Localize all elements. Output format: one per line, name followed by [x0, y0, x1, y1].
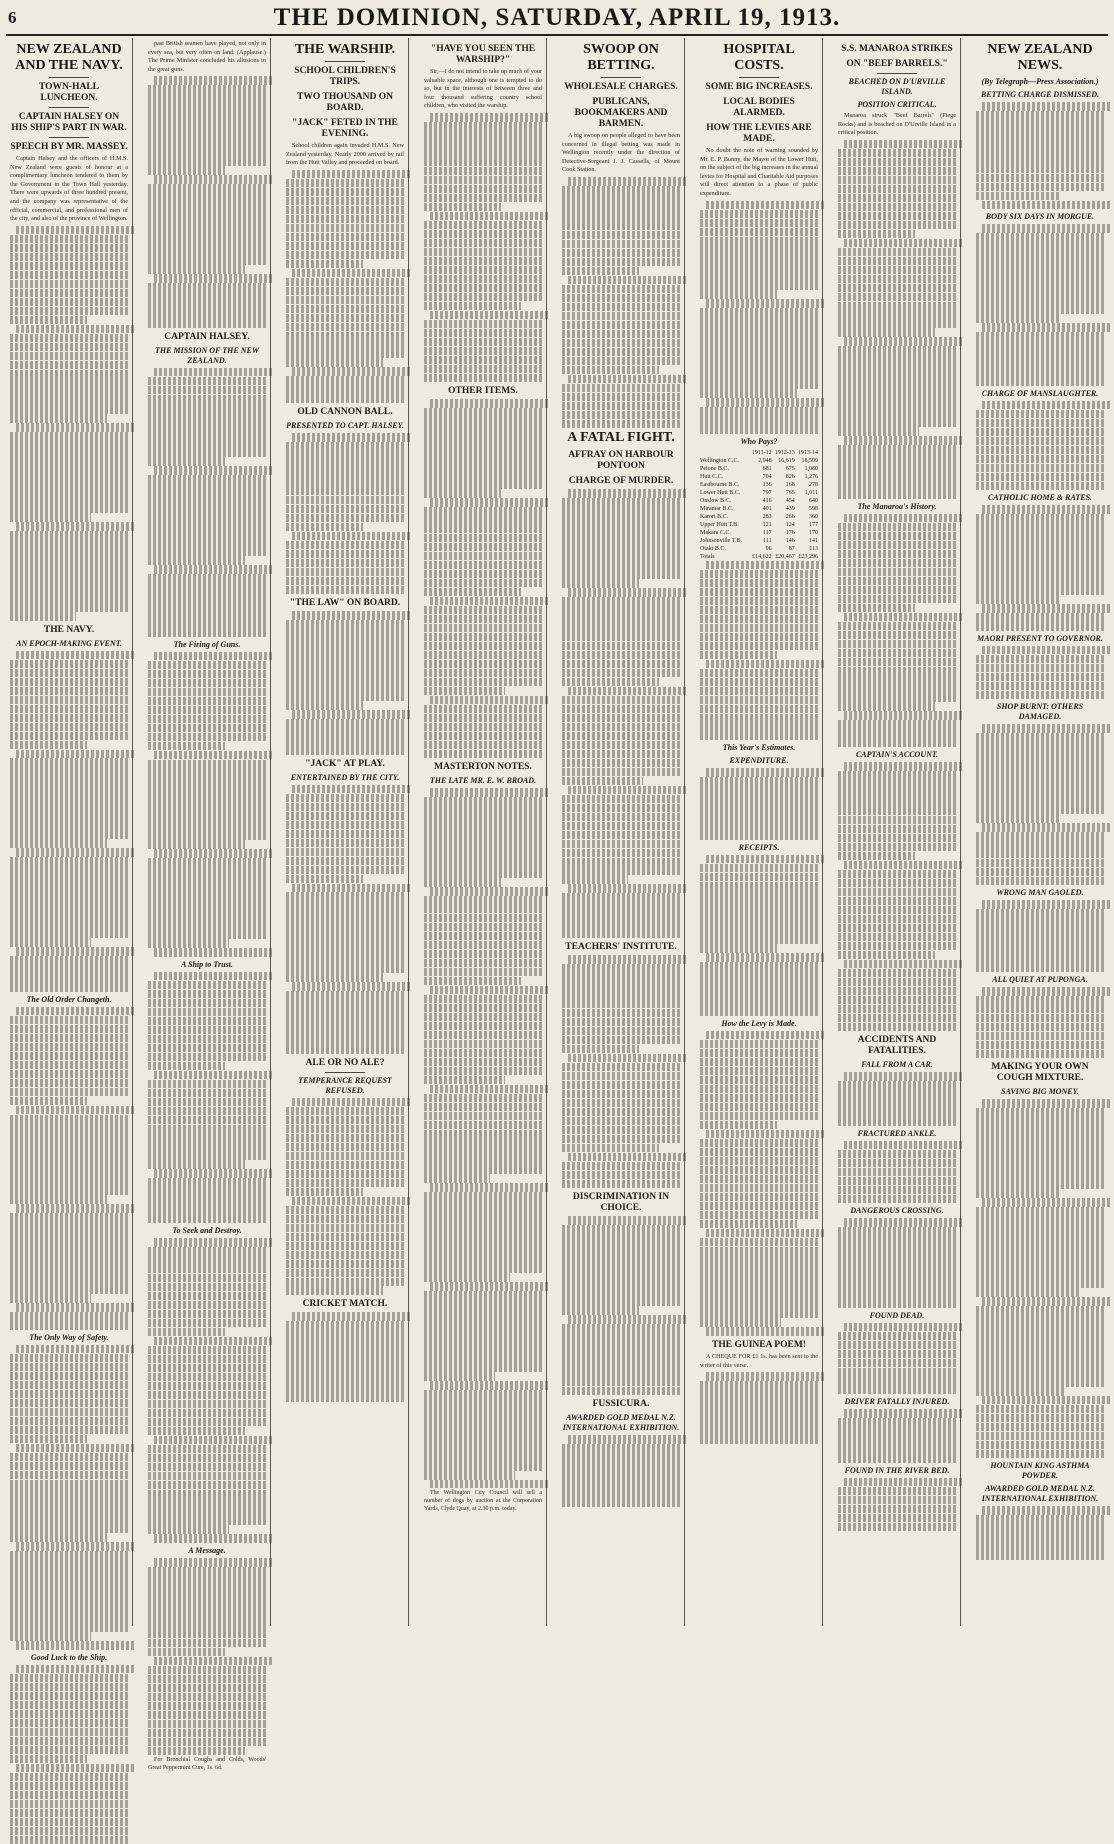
levies-cell: 765	[785, 489, 795, 496]
levies-cell: £20,467	[775, 553, 795, 560]
headline-cough-mixture: MAKING YOUR OWN COUGH MIXTURE.	[991, 1062, 1089, 1084]
subhead-receipts: RECEIPTS.	[738, 842, 780, 852]
subhead-masterton: MASTERTON NOTES.	[434, 762, 532, 773]
body-text-block	[10, 1345, 128, 1650]
levies-cell: Totals	[700, 553, 715, 560]
subhead-manslaughter: CHARGE OF MANSLAUGHTER.	[981, 388, 1099, 398]
subhead-luncheon: TOWN-HALL LUNCHEON.	[38, 82, 99, 103]
subhead-late-broad: THE LATE MR. E. W. BROAD.	[429, 776, 537, 786]
levies-row	[700, 481, 818, 489]
levies-cell: 168	[785, 481, 795, 488]
levies-cell: 675	[785, 465, 795, 472]
levies-cell: 96	[765, 545, 772, 552]
levies-cell: 170	[809, 529, 818, 536]
subhead-discrimination: DISCRIMINATION IN CHOICE.	[572, 1192, 670, 1214]
body-text-block	[424, 399, 542, 758]
levies-cell: 1,080	[804, 465, 818, 472]
levies-cell: 87	[788, 545, 795, 552]
body-text-block	[286, 1098, 404, 1295]
body-text-block	[10, 1007, 128, 1330]
subhead-asthma: HOUNTAIN KING ASTHMA POWDER.	[990, 1461, 1090, 1481]
subhead-shop-burnt: SHOP BURNT: OTHERS DAMAGED.	[996, 702, 1084, 722]
subhead-mission: THE MISSION OF THE NEW ZEALAND.	[155, 345, 259, 365]
levies-row	[700, 465, 818, 473]
page-number: 6	[8, 8, 17, 27]
body-text-block	[286, 433, 404, 594]
levies-cell: 1,011	[804, 489, 818, 496]
article-text: Sir,—I do not intend to take up much of your valuable space, although one is tempted to do so, but in the interests of between three and four thousand suffering country school children, who visited the warship.	[424, 68, 542, 110]
levies-row	[700, 497, 818, 505]
levies-header-cell: 1912-13	[774, 449, 795, 456]
subhead-catholic-home: CATHOLIC HOME & RATES.	[987, 493, 1093, 503]
body-text-block	[976, 900, 1104, 971]
subhead-cannon-ball: OLD CANNON BALL.	[297, 406, 393, 417]
body-text-block	[838, 1218, 956, 1307]
levies-row	[700, 537, 818, 545]
headline-betting: SWOOP ON BETTING.	[583, 42, 659, 73]
subhead-other-items: OTHER ITEMS.	[448, 386, 518, 397]
levies-row	[700, 553, 818, 561]
levies-cell: 177	[809, 521, 818, 528]
subhead-guinea-poem: THE GUINEA POEM!	[712, 1339, 806, 1350]
body-text-block	[976, 1099, 1104, 1458]
body-text-block	[838, 1072, 956, 1126]
headline-nz-news: NEW ZEALAND NEWS.	[987, 42, 1093, 73]
body-text-block	[10, 226, 128, 621]
subhead-betting-dismissed: BETTING CHARGE DISMISSED.	[980, 90, 1100, 99]
levies-cell: 113	[809, 545, 818, 552]
subhead-murder: CHARGE OF MURDER.	[568, 476, 674, 487]
subhead-publicans: PUBLICANS, BOOKMAKERS AND BARMEN.	[574, 97, 668, 129]
body-text-block	[286, 1312, 404, 1401]
levies-cell: 598	[809, 505, 818, 512]
column-6	[696, 38, 823, 1626]
body-text-block	[838, 140, 956, 499]
subhead-fussicura: FUSSICURA.	[592, 1399, 650, 1410]
levies-row	[700, 505, 818, 513]
subhead-law-on-board: "THE LAW" ON BOARD.	[289, 598, 401, 609]
subhead-captain-halsey: CAPTAIN HALSEY ON HIS SHIP'S PART IN WAR.	[11, 112, 127, 133]
levies-cell: Miramar B.C.	[700, 505, 734, 512]
subhead-beef-barrels: ON "BEEF BARRELS."	[846, 59, 948, 69]
body-text-block	[700, 1031, 818, 1336]
subhead-old-order: The Old Order Changeth.	[26, 994, 112, 1004]
levies-cell: 16,619	[778, 457, 795, 464]
subhead-levy-made: How the Levy is Made.	[721, 1018, 797, 1028]
subhead-position: POSITION CRITICAL.	[857, 100, 937, 109]
column-7	[834, 38, 961, 1626]
headline-manaroa: S.S. MANAROA STRIKES	[841, 44, 953, 54]
levies-row	[700, 513, 818, 521]
levies-cell: 121	[762, 521, 772, 528]
levies-cell: 283	[762, 513, 772, 520]
subhead-who-pays: Who Pays?	[740, 436, 778, 446]
levies-cell: 826	[785, 473, 795, 480]
levies-cell: 146	[785, 537, 795, 544]
levies-cell: Upper Hutt T.B.	[700, 521, 739, 528]
subhead-gold-medal-2: AWARDED GOLD MEDAL N.Z. INTERNATIONAL EXHIBITION.	[981, 1484, 1099, 1504]
body-text-block	[976, 224, 1104, 385]
body-text-block	[976, 724, 1104, 885]
article-text: A big swoop on people alleged to have been concerned in illegal betting was made in Wellington recently under the direction of Detective-Sergeant J. J. Cassells, of Mount Cook Station.	[562, 132, 680, 174]
subhead-firing: The Firing of Guns.	[173, 639, 241, 649]
subhead-estimates: This Year's Estimates.	[722, 743, 796, 753]
levies-cell: 2,948	[758, 457, 772, 464]
article-text: A CHEQUE FOR £1 1s. has been sent to the writer of this verse.	[700, 1352, 818, 1369]
subhead-accidents: ACCIDENTS AND FATALITIES.	[857, 1035, 937, 1057]
subhead-ship-to-trust: A Ship to Trust.	[181, 959, 233, 969]
subhead-expenditure: EXPENDITURE.	[729, 756, 789, 766]
levies-cell: £14,622	[752, 553, 772, 560]
levies-cell: Lower Hutt B.C.	[700, 489, 741, 496]
headline-warship: THE WARSHIP.	[294, 42, 396, 57]
subhead-gold-medal: AWARDED GOLD MEDAL N.Z. INTERNATIONAL EXHIBITION.	[562, 1413, 680, 1433]
column-8	[972, 38, 1108, 1626]
body-text-block	[286, 785, 404, 1054]
subhead-puponga: ALL QUIET AT PUPONGA.	[992, 974, 1088, 984]
levies-cell: 401	[762, 505, 772, 512]
subhead-beached: BEACHED ON D'URVILLE ISLAND.	[848, 77, 946, 96]
article-text: No doubt the note of warning sounded by Mr. E. P. Bunny, the Mayor of the Lower Hutt, on the subject of the big increases in the annual levies for Hospital and Charitable Aid purposes will direct attention to a phase of public expenditure.	[700, 147, 818, 197]
subhead-teachers: TEACHERS' INSTITUTE.	[565, 941, 677, 952]
headline-navy: NEW ZEALAND AND THE NAVY.	[15, 42, 123, 73]
article-text: School children again invaded H.M.S. New Zealand yesterday. Nearly 2000 arrived by rail from the Hutt Valley and proceeded on board.	[286, 142, 404, 167]
levies-cell: 797	[762, 489, 772, 496]
levies-cell: 124	[785, 521, 795, 528]
body-text-block	[838, 1141, 956, 1204]
levies-table	[700, 449, 818, 561]
body-text-block	[976, 102, 1104, 209]
levies-cell: Makara C.C.	[700, 529, 731, 536]
body-text-block	[976, 1506, 1104, 1560]
levies-cell: 1,276	[804, 473, 818, 480]
subhead-ankle: FRACTURED ANKLE.	[857, 1128, 937, 1138]
body-text-block	[838, 1478, 956, 1532]
subhead-the-navy: THE NAVY.	[43, 624, 95, 635]
body-text-block	[700, 201, 818, 434]
levies-cell: Karori B.C.	[700, 513, 729, 520]
subhead-temperance: TEMPERANCE REQUEST REFUSED.	[298, 1075, 392, 1095]
body-text-block	[148, 76, 266, 327]
notice-dog-auction: The Wellington City Council will sell a number of dogs by auction at the Corporation Yards, Clyde Quay, at 2.30 p.m. today.	[424, 1489, 542, 1512]
subhead-epoch: AN EPOCH-MAKING EVENT.	[16, 638, 122, 648]
levies-cell: Johnsonville T.B.	[700, 537, 742, 544]
levies-cell: £23,296	[798, 553, 818, 560]
column-1	[6, 38, 133, 1662]
levies-cell: 141	[809, 537, 818, 544]
subhead-jack-feted: "JACK" FETED IN THE EVENING.	[292, 118, 398, 139]
subhead-presented: PRESENTED TO CAPT. HALSEY.	[286, 420, 404, 430]
body-text-block	[562, 1216, 680, 1395]
levies-cell: Eastbourne B.C.	[700, 481, 740, 488]
body-text-block	[148, 368, 266, 637]
levies-cell: 454	[785, 497, 795, 504]
levies-cell: 18,509	[801, 457, 818, 464]
subhead-two-thousand: TWO THOUSAND ON BOARD.	[297, 92, 393, 113]
body-text-block	[148, 1558, 266, 1755]
column-5	[558, 38, 685, 1626]
subhead-captain-halsey-2: CAPTAIN HALSEY.	[164, 331, 250, 342]
subhead-maori-present: MAORI PRESENT TO GOVERNOR.	[977, 633, 1103, 643]
levies-cell: Petone B.C.	[700, 465, 729, 472]
body-text-block	[562, 489, 680, 938]
advert-peppermint: For Bronchial Coughs and Colds, Woods' Great Peppermint Cure, 1s. 6d.	[148, 1756, 266, 1771]
subhead-message: A Message.	[188, 1546, 226, 1556]
article-text: Captain Halsey and the officers of H.M.S. New Zealand were guests of honour at a complimentary luncheon tendered to them by the Government in the Town Hall yesterday. There were upwards of three hundred present, and the company was representative of the official, commercial, and professional men of the city, and also of the province of Wellington.	[10, 155, 128, 223]
levies-cell: 416	[762, 497, 772, 504]
levies-cell: Onslow B.C.	[700, 497, 732, 504]
press-credit: (By Telegraph—Press Association.)	[981, 77, 1099, 86]
levies-row	[700, 529, 818, 537]
body-text-block	[562, 955, 680, 1188]
subhead-speech: SPEECH BY MR. MASSEY.	[10, 142, 128, 152]
article-text: past British seamen have played, not only in every sea, but very often on land. (Applause.) The Prime Minister concluded his allusions to the great guns.	[148, 40, 266, 73]
body-text-block	[562, 1435, 680, 1506]
subhead-driver: DRIVER FATALLY INJURED.	[844, 1397, 950, 1407]
body-text-block	[838, 762, 956, 1031]
levies-cell: 176	[785, 529, 795, 536]
body-text-block	[424, 113, 542, 382]
body-text-block	[148, 1238, 266, 1543]
body-text-block	[976, 505, 1104, 630]
subhead-captains-account: CAPTAIN'S ACCOUNT.	[855, 749, 939, 759]
body-text-block	[838, 1409, 956, 1463]
column-3	[282, 38, 409, 1626]
subhead-crossing: DANGEROUS CROSSING.	[850, 1206, 944, 1216]
levies-row	[700, 521, 818, 529]
levies-cell: Hutt C.C.	[700, 473, 724, 480]
levies-row	[700, 473, 818, 481]
levies-cell: 136	[762, 481, 772, 488]
levies-row	[700, 457, 818, 465]
body-text-block	[10, 1665, 128, 1844]
levies-cell: Wellington C.C.	[700, 457, 740, 464]
body-text-block	[700, 561, 818, 740]
subhead-ale: ALE OR NO ALE?	[305, 1057, 385, 1068]
levies-header-cell: 1911-12	[751, 449, 772, 456]
subhead-river-bed: FOUND IN THE RIVER BED.	[844, 1465, 950, 1475]
column-4	[420, 38, 547, 1626]
body-text-block	[976, 987, 1104, 1058]
headline-fatal-fight: A FATAL FIGHT.	[567, 430, 675, 446]
columns	[6, 38, 1108, 1771]
levies-header-cell: 1913-14	[798, 449, 818, 456]
masthead	[6, 4, 1108, 36]
body-text-block	[700, 1372, 818, 1443]
levies-cell: 640	[809, 497, 818, 504]
subhead-entertained: ENTERTAINED BY THE CITY.	[290, 772, 400, 782]
body-text-block	[148, 652, 266, 957]
body-text-block	[838, 514, 956, 747]
subhead-levies: HOW THE LEVIES ARE MADE.	[706, 123, 812, 144]
levies-row	[700, 489, 818, 497]
body-text-block	[286, 611, 404, 754]
levies-cell: 704	[762, 473, 772, 480]
subhead-cricket: CRICKET MATCH.	[302, 1299, 388, 1310]
levies-header-cell	[700, 449, 749, 457]
body-text-block	[700, 768, 818, 839]
subhead-morgue: BODY SIX DAYS IN MORGUE.	[985, 212, 1095, 222]
body-text-block	[976, 646, 1104, 700]
levies-row	[700, 545, 818, 553]
subhead-increases: SOME BIG INCREASES.	[705, 82, 813, 92]
levies-cell: 360	[809, 513, 818, 520]
subhead-saving: SAVING BIG MONEY.	[1001, 1087, 1079, 1097]
headline-hospital: HOSPITAL COSTS.	[723, 42, 795, 73]
body-text-block	[700, 855, 818, 1016]
body-text-block	[10, 651, 128, 992]
levies-cell: 681	[762, 465, 772, 472]
body-text-block	[976, 401, 1104, 490]
levies-cell: 278	[809, 481, 818, 488]
levies-cell: 266	[785, 513, 795, 520]
column-2	[144, 38, 271, 1771]
subhead-good-luck: Good Luck to the Ship.	[30, 1652, 108, 1662]
subhead-alarmed: LOCAL BODIES ALARMED.	[723, 97, 795, 118]
headline-have-you-seen: "HAVE YOU SEEN THE WARSHIP?"	[430, 44, 536, 65]
article-text: Manaroa struck "Beef Barrels" (Piege Rocks) and is beached on D'Urville Island in a critical position.	[838, 112, 956, 137]
subhead-jack-at-play: "JACK" AT PLAY.	[305, 758, 385, 769]
body-text-block	[562, 177, 680, 428]
body-text-block	[286, 170, 404, 403]
subhead-school-trips: SCHOOL CHILDREN'S TRIPS.	[294, 66, 396, 87]
subhead-fall-car: FALL FROM A CAR.	[861, 1060, 933, 1070]
subhead-seek-destroy: To Seek and Destroy.	[172, 1225, 242, 1235]
subhead-only-way: The Only Way of Safety.	[29, 1332, 109, 1342]
subhead-wholesale: WHOLESALE CHARGES.	[564, 82, 678, 92]
levies-cell: Otaki B.C.	[700, 545, 726, 552]
subhead-wrong-man: WRONG MAN GAOLED.	[996, 888, 1084, 898]
body-text-block	[148, 972, 266, 1223]
subhead-found-dead: FOUND DEAD.	[869, 1310, 925, 1320]
body-text-block	[838, 1323, 956, 1394]
levies-cell: 439	[785, 505, 795, 512]
levies-cell: 111	[763, 537, 772, 544]
subhead-affray: AFFRAY ON HARBOUR PONTOON	[568, 450, 674, 472]
body-text-block	[424, 788, 542, 1488]
subhead-history: The Manaroa's History.	[857, 501, 937, 511]
newspaper-title: THE DOMINION, SATURDAY, APRIL 19, 1913.	[273, 4, 841, 31]
levies-cell: 117	[762, 529, 772, 536]
